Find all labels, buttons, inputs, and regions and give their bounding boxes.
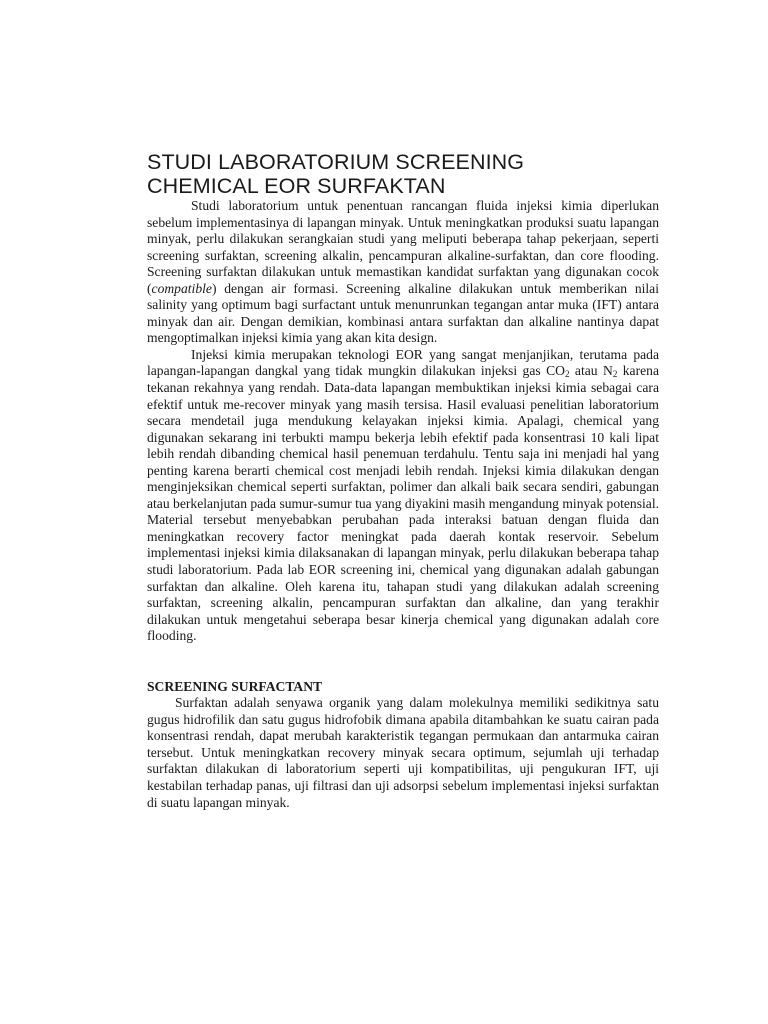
intro-paragraph	[147, 198, 659, 347]
title-line-1: STUDI LABORATORIUM SCREENING	[147, 150, 525, 174]
title-line-2: CHEMICAL EOR SURFAKTAN	[147, 174, 446, 198]
co2-subscript: 2	[564, 369, 570, 380]
injection-text-part-1: Injeksi kimia merupakan teknologi EOR yang sangat menjanjikan, terutama pada lapangan-lapangan dangkal yang tidak mungkin dilakukan injeksi gas CO	[147, 346, 659, 379]
document-content	[147, 150, 659, 811]
intro-italic-term: compatible	[151, 280, 212, 296]
intro-text-start: Studi laboratorium untuk penentuan rancangan fluida injeksi kimia diperlukan sebelum implementasinya di lapangan minyak. Untuk meningkatkan produksi suatu lapangan minyak, perlu dilakukan serangkaian studi yang meliputi beberapa tahap pekerjaan, seperti screening surfaktan, screening alkalin, pencampuran alkaline-surfaktan, dan core flooding. Screening surfaktan dilakukan untuk memastikan kandidat surfaktan yang digunakan cocok (	[147, 198, 659, 296]
chemical-injection-paragraph	[147, 347, 659, 645]
document-title	[147, 150, 659, 198]
section-heading-screening-surfactant: SCREENING SURFACTANT	[147, 678, 323, 694]
n2-subscript: 2	[612, 369, 618, 380]
intro-text-end: ) dengan air formasi. Screening alkaline dilakukan untuk memberikan nilai salinity yang optimum bagi surfactant untuk menunrunkan tegangan antar muka (IFT) antara minyak dan air. Dengan demikian, kombinasi antara surfaktan dan alkaline nantinya dapat mengoptimalkan injeksi kimia yang akan kita design.	[147, 280, 659, 346]
surfactant-paragraph: Surfaktan adalah senyawa organik yang dalam molekulnya memiliki sedikitnya satu gugus hidrofilik dan satu gugus hidrofobik dimana apabila ditambahkan ke suatu cairan pada konsentrasi rendah, dapat merubah karakteristik tegangan permukaan dan antarmuka cairan tersebut. Untuk meningkatkan recovery minyak secara optimum, sejumlah uji terhadap surfaktan dilakukan di laboratorium seperti uji kompatibilitas, uji pengukuran IFT, uji kestabilan terhadap panas, uji filtrasi dan uji adsorpsi sebelum implementasi injeksi surfaktan di suatu lapangan minyak.	[147, 695, 659, 810]
injection-text-part-3: karena tekanan rekahnya yang rendah. Data-data lapangan membuktikan injeksi kimia sebagai cara efektif untuk me-recover minyak yang masih tersisa. Hasil evaluasi penelitian laboratorium secara mendetail juga mendukung kelayakan injeksi kimia. Apalagi, chemical yang digunakan sekarang ini terbukti mampu bekerja lebih efektif pada konsentrasi 10 kali lipat lebih rendah dibanding chemical hasil penemuan terdahulu. Tentu saja ini menjadi hal yang penting karena berarti chemical cost menjadi lebih rendah. Injeksi kimia dilakukan dengan menginjeksikan chemical seperti surfaktan, polimer dan alkali baik secara sendiri, gabungan atau berkelanjutan pada sumur-sumur tua yang diyakini masih mengandung minyak potensial. Material tersebut menyebabkan perubahan pada interaksi batuan dengan fluida dan meningkatkan recovery factor meningkat pada daerah kontak reservoir. Sebelum implementasi injeksi kimia dilaksanakan di lapangan minyak, perlu dilakukan beberapa tahap studi laboratorium. Pada lab EOR screening ini, chemical yang digunakan adalah gabungan surfaktan dan alkaline. Oleh karena itu, tahapan studi yang dilakukan adalah screening surfaktan, screening alkalin, pencampuran surfaktan dan alkaline, dan yang terakhir dilakukan untuk mengetahui seberapa besar kinerja chemical yang digunakan adalah core flooding.	[147, 363, 660, 644]
injection-text-part-2: atau N	[569, 363, 613, 379]
